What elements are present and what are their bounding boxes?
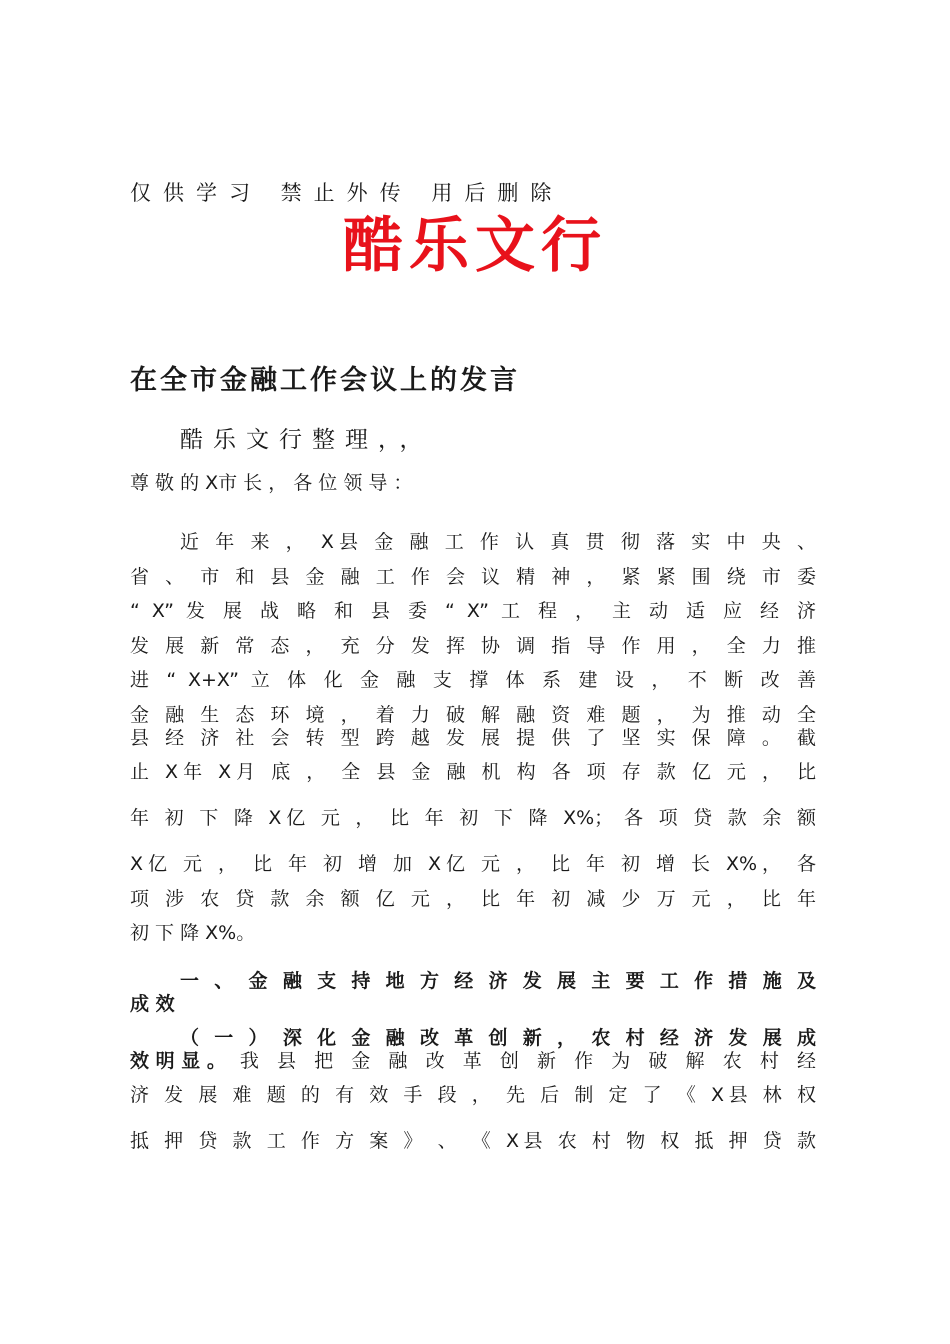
body-line: 进 “ X+X” 立 体 化 金 融 支 撑 体 系 建 设 ， 不 断 改 善: [130, 669, 816, 691]
body-line: 济 发 展 难 题 的 有 效 手 段 ， 先 后 制 定 了 《 X县 林 权: [130, 1084, 816, 1106]
body-line: 初 下 降 X%。: [130, 922, 256, 944]
mixed-line: [130, 1049, 816, 1073]
section-heading-line: 一 、 金 融 支 持 地 方 经 济 发 展 主 要 工 作 措 施 及: [180, 970, 816, 992]
subsection-heading-end: 效 明 显 。: [130, 1050, 226, 1072]
body-line: “ X” 发 展 战 略 和 县 委 “ X” 工 程 ， 主 动 适 应 经 济: [130, 600, 816, 622]
body-line: 我 县 把 金 融 改 革 创 新 作 为 破 解 农 村 经: [239, 1050, 816, 1072]
body-line: 县 经 济 社 会 转 型 跨 越 发 展 提 供 了 坚 实 保 障 。 截: [130, 727, 816, 749]
document-title: 在全市金融工作会议上的发言: [130, 365, 520, 396]
body-line: 年 初 下 降 X亿 元 ， 比 年 初 下 降 X%； 各 项 贷 款 余 额: [130, 807, 816, 829]
body-line: 金 融 生 态 环 境 ， 着 力 破 解 融 资 难 题 ， 为 推 动 全: [130, 704, 816, 726]
body-line: 发 展 新 常 态 ， 充 分 发 挥 协 调 指 导 作 用 ， 全 力 推: [130, 635, 816, 657]
salutation: 尊 敬 的 X市 长 ， 各 位 领 导 ：: [130, 472, 413, 494]
brand-title: 酷乐文行: [343, 211, 607, 281]
subsection-heading-line: （ 一 ） 深 化 金 融 改 革 创 新 ， 农 村 经 济 发 展 成: [180, 1027, 816, 1049]
section-heading-line: 成 效: [130, 993, 175, 1015]
body-line: 抵 押 贷 款 工 作 方 案 》 、 《 X县 农 村 物 权 抵 押 贷 款: [130, 1130, 816, 1152]
body-line: 止 X年 X月 底 ， 全 县 金 融 机 构 各 项 存 款 亿 元 ， 比: [130, 761, 816, 783]
body-line: X亿 元 ， 比 年 初 增 加 X亿 元 ， 比 年 初 增 长 X%， 各: [130, 853, 816, 875]
document-subtitle: 酷乐文行整理，，: [180, 427, 433, 453]
body-line: 近 年 来 ， X县 金 融 工 作 认 真 贯 彻 落 实 中 央 、: [180, 531, 816, 553]
body-line: 项 涉 农 贷 款 余 额 亿 元 ， 比 年 初 减 少 万 元 ， 比 年: [130, 888, 816, 910]
disclaimer-text: 仅供学习 禁止外传 用后删除: [130, 181, 564, 205]
body-line: 省 、 市 和 县 金 融 工 作 会 议 精 神 ， 紧 紧 围 绕 市 委: [130, 566, 816, 588]
